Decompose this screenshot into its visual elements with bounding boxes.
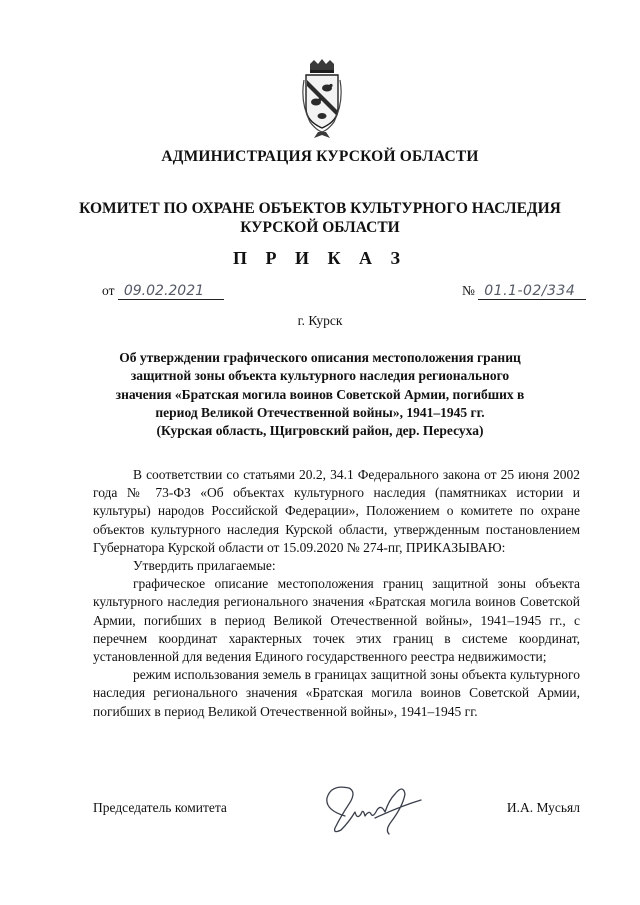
subject-line: период Великой Отечественной войны», 1941–1945 гг. [155, 404, 485, 420]
subject-line: значения «Братская могила воинов Советской Армии, погибших в [115, 386, 525, 402]
date-prefix: от [102, 283, 115, 298]
date-handwritten-value: 09.02.2021 [118, 283, 224, 300]
body-paragraph: Утвердить прилагаемые: [133, 558, 276, 574]
signatory-name: И.А. Мусьял [506, 800, 580, 815]
document-type-heading: П Р И К А З [232, 248, 408, 268]
subject-line: защитной зоны объекта культурного наследия регионального [130, 368, 510, 384]
coat-of-arms-emblem [300, 58, 344, 154]
committee-title-line2: КУРСКОЙ ОБЛАСТИ [240, 219, 400, 236]
body-paragraph: режим использования земель в границах защитной зоны объекта культурного наследия регионального значения «Братская могила воинов Советской Армии, погибших в период Великой Отечественной войны», 1941–1945 гг. [93, 667, 580, 719]
organization-title: АДМИНИСТРАЦИЯ КУРСКОЙ ОБЛАСТИ [161, 148, 479, 165]
number-handwritten-value: 01.1-02/334 [478, 283, 586, 300]
order-subject [0, 349, 640, 440]
committee-title-line1: КОМИТЕТ ПО ОХРАНЕ ОБЪЕКТОВ КУЛЬТУРНОГО НАСЛЕДИЯ [79, 200, 561, 217]
coat-of-arms-kursk-region-icon [300, 58, 344, 154]
signatory-role: Председатель комитета [93, 800, 227, 815]
order-number [462, 283, 586, 300]
body-paragraph: графическое описание местоположения границ защитной зоны объекта культурного наследия регионального значения «Братская могила воинов Советской Армии, погибших в период Великой Отечественной войны», 1941–1945 гг., с перечнем координат характерных точек этих границ в системе координат, установленной для ведения Единого государственного реестра недвижимости; [93, 576, 580, 665]
order-body [93, 466, 580, 721]
handwritten-signature [305, 770, 435, 840]
subject-line: Об утверждении графического описания местоположения границ [119, 350, 521, 365]
subject-line: (Курская область, Щигровский район, дер. Пересуха) [156, 423, 484, 439]
committee-title [0, 199, 640, 237]
order-date [102, 283, 224, 300]
body-paragraph: В соответствии со статьями 20.2, 34.1 Федерального закона от 25 июня 2002 года № 73-ФЗ «Об объектах культурного наследия (памятниках истории и культуры) народов Российской Федерации», Положением о комитете по охране объектов культурного наследия Курской области, утвержденным постановлением Губернатора Курской области от 15.09.2020 № 274-пг, ПРИКАЗЫВАЮ: [93, 467, 580, 555]
city-line: г. Курск [297, 313, 343, 328]
number-prefix: № [462, 283, 475, 298]
